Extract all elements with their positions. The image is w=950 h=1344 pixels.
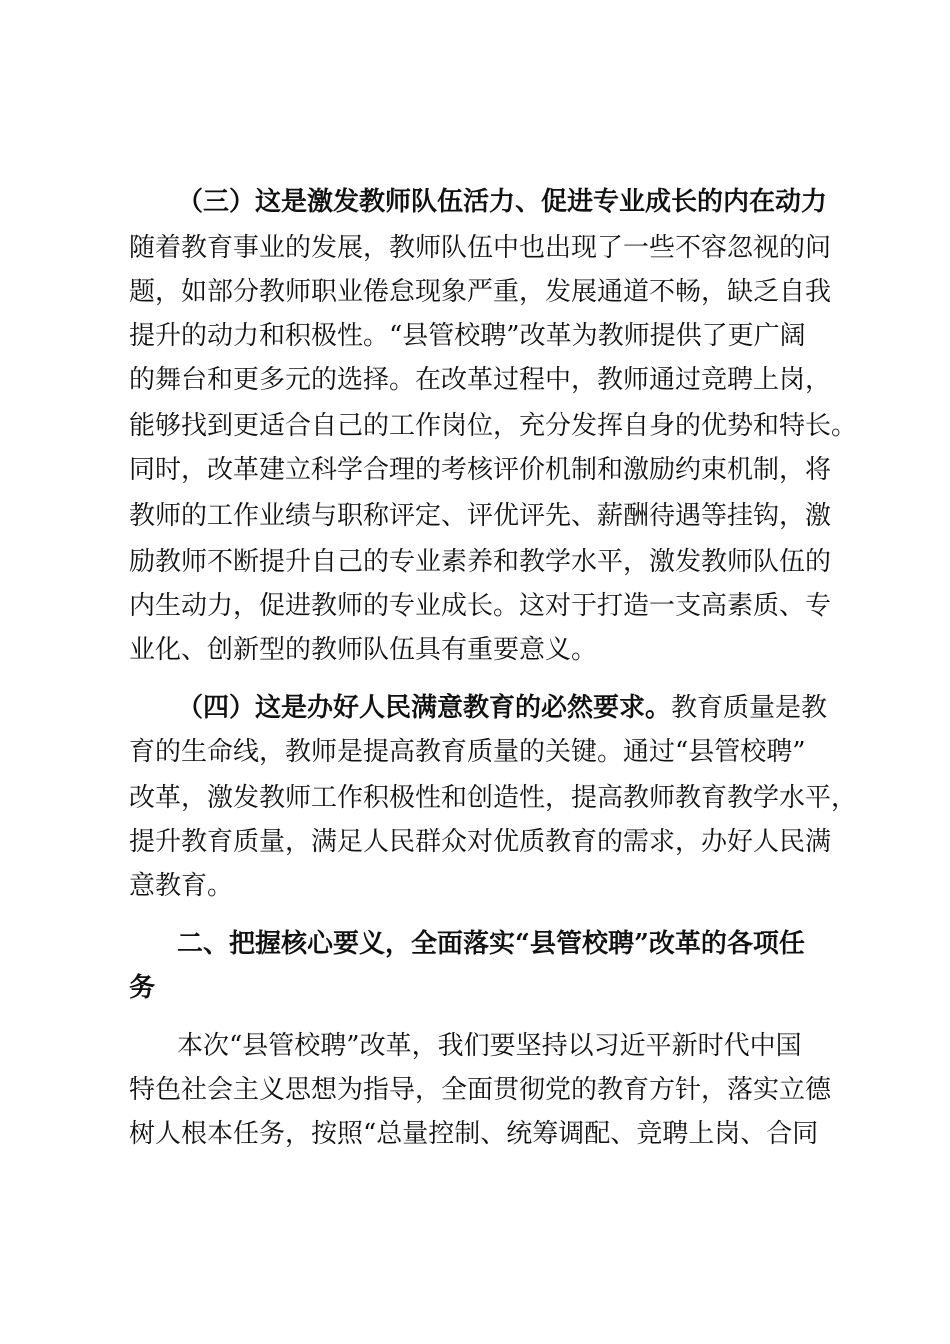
part2-line-3: 树人根本任务，按照“总量控制、统筹调配、竞聘上岗、合同 (129, 1119, 819, 1149)
sec3-line-7: 教师的工作业绩与职称评定、评优评先、薪酬待遇等挂钩，激 (129, 501, 832, 531)
sec3-line-8: 励教师不断提升自己的专业素养和教学水平，激发教师队伍的 (129, 547, 832, 577)
section-4-first-line (177, 686, 827, 730)
sec4-line-2: 育的生命线，教师是提高教育质量的关键。通过“县管校聘” (129, 737, 806, 767)
part2-line-2: 特色社会主义思想为指导，全面贯彻党的教育方针，落实立德 (129, 1075, 832, 1105)
part-2-heading-line-2: 务 (129, 973, 156, 1003)
part-2-heading-line-1: 二、把握核心要义，全面落实“县管校聘”改革的各项任 (177, 929, 805, 959)
sec3-line-4: 的舞台和更多元的选择。在改革过程中，教师通过竞聘上岗， (129, 365, 832, 395)
part2-line-1: 本次“县管校聘”改革，我们要坚持以习近平新时代中国 (177, 1031, 802, 1061)
sec3-line-5: 能够找到更适合自己的工作岗位，充分发挥自身的优势和特长。 (129, 411, 858, 441)
section-4-heading: （四）这是办好人民满意教育的必然要求。 (177, 693, 672, 723)
sec3-line-1: 随着教育事业的发展，教师队伍中也出现了一些不容忽视的问 (129, 233, 832, 263)
sec3-line-10: 业化、创新型的教师队伍具有重要意义。 (129, 635, 598, 665)
sec3-line-2: 题，如部分教师职业倦怠现象严重，发展通道不畅，缺乏自我 (129, 277, 832, 307)
sec3-line-6: 同时，改革建立科学合理的考核评价机制和激励约束机制，将 (129, 455, 832, 485)
sec4-line-1-rest: 教育质量是教 (671, 693, 828, 723)
sec3-line-9: 内生动力，促进教师的专业成长。这对于打造一支高素质、专 (129, 591, 832, 621)
sec4-line-4: 提升教育质量，满足人民群众对优质教育的需求，办好人民满 (129, 827, 832, 857)
sec4-line-3: 改革，激发教师工作积极性和创造性，提高教师教育教学水平， (129, 783, 858, 813)
sec4-line-5: 意教育。 (129, 871, 234, 901)
sec3-line-3: 提升的动力和积极性。“县管校聘”改革为教师提供了更广阔 (129, 321, 806, 351)
section-3-heading: （三）这是激发教师队伍活力、促进专业成长的内在动力 (177, 187, 828, 217)
